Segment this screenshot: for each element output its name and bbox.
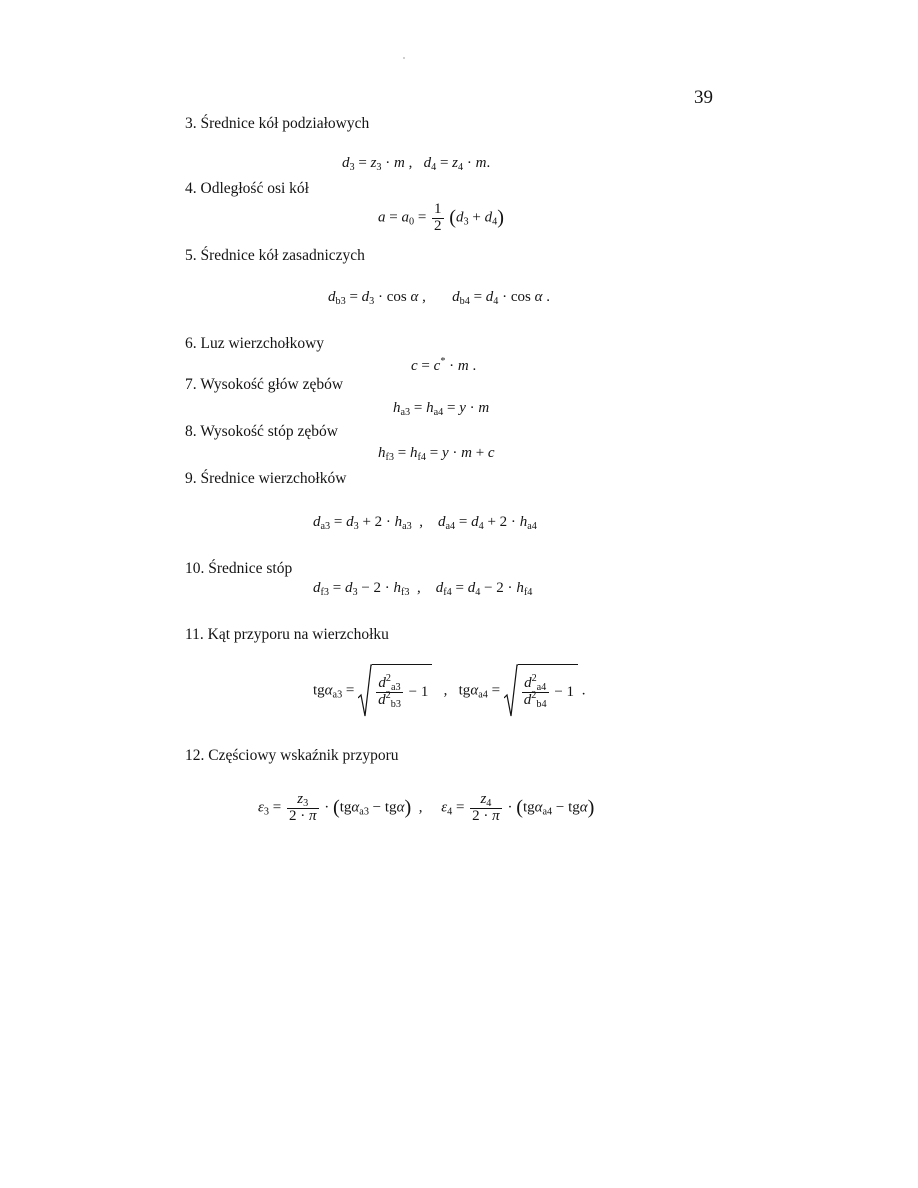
heading-4: 4. Odległość osi kół [185,180,309,197]
heading-9: 9. Średnice wierzchołków [185,470,347,487]
formula-8: $h_{f3} = h_{f4} = y \cdot m + c$ [378,445,495,464]
heading-3: 3. Średnice kół podziałowych [185,115,370,132]
heading-11: 11. Kąt przyporu na wierzchołku [185,626,389,643]
formula-10: $d_{f3} = d_3 - 2 \cdot h_{f3}$ , $d_{f4} = d_4 - 2 \cdot h_{f4}$ [313,580,533,599]
heading-7: 7. Wysokość głów zębów [185,376,344,393]
scan-speck [403,57,405,59]
formula-4: $a = a_0$ = $\frac{1}{2}$ $(d_3 + d_4)$ [378,201,504,234]
formula-5: $d_{b3} = d_3 \cdot \cos \alpha$ , $d_{b4} = d_4 \cdot \cos \alpha$ . [328,289,550,308]
heading-12: 12. Częściowy wskaźnik przyporu [185,747,399,764]
formula-11: tgα$_{a3}$ = $\frac{d^2_{a3}}{d^2_{b3}}$ − 1 , tgα$_{a4}$ = $\frac{d^2_{a4}}{d^2_{b4}}$ − 1 . [313,664,586,718]
formula-12: $\varepsilon_3$ = $\frac{z_3}{2 \cdot \pi}$ · (tgα$_{a3}$ − tgα) , $\varepsilon_4$ = $\frac{z_4}{2 \cdot \pi}$ · (tgα$_{a4}$ − tgα) [258,791,595,824]
formula-7: $h_{a3} = h_{a4} = y \cdot m$ [393,400,490,419]
formula-6: c = c* · m . [411,355,477,374]
page-number: 39 [694,87,713,108]
heading-5: 5. Średnice kół zasadniczych [185,247,365,264]
square-root-symbol: $\frac{d^2_{a4}}{d^2_{b4}}$ − 1 [504,664,578,718]
heading-8: 8. Wysokość stóp zębów [185,423,338,440]
heading-6: 6. Luz wierzchołkowy [185,335,325,352]
heading-10: 10. Średnice stóp [185,560,293,577]
formula-3: $d_3 = z_3 \cdot m$ , $d_4 = z_4 \cdot m$. [342,155,491,174]
square-root-symbol: $\frac{d^2_{a3}}{d^2_{b3}}$ − 1 [358,664,432,718]
formula-9: $d_{a3} = d_3 + 2 \cdot h_{a3}$ , $d_{a4} = d_4 + 2 \cdot h_{a4}$ [313,514,537,533]
